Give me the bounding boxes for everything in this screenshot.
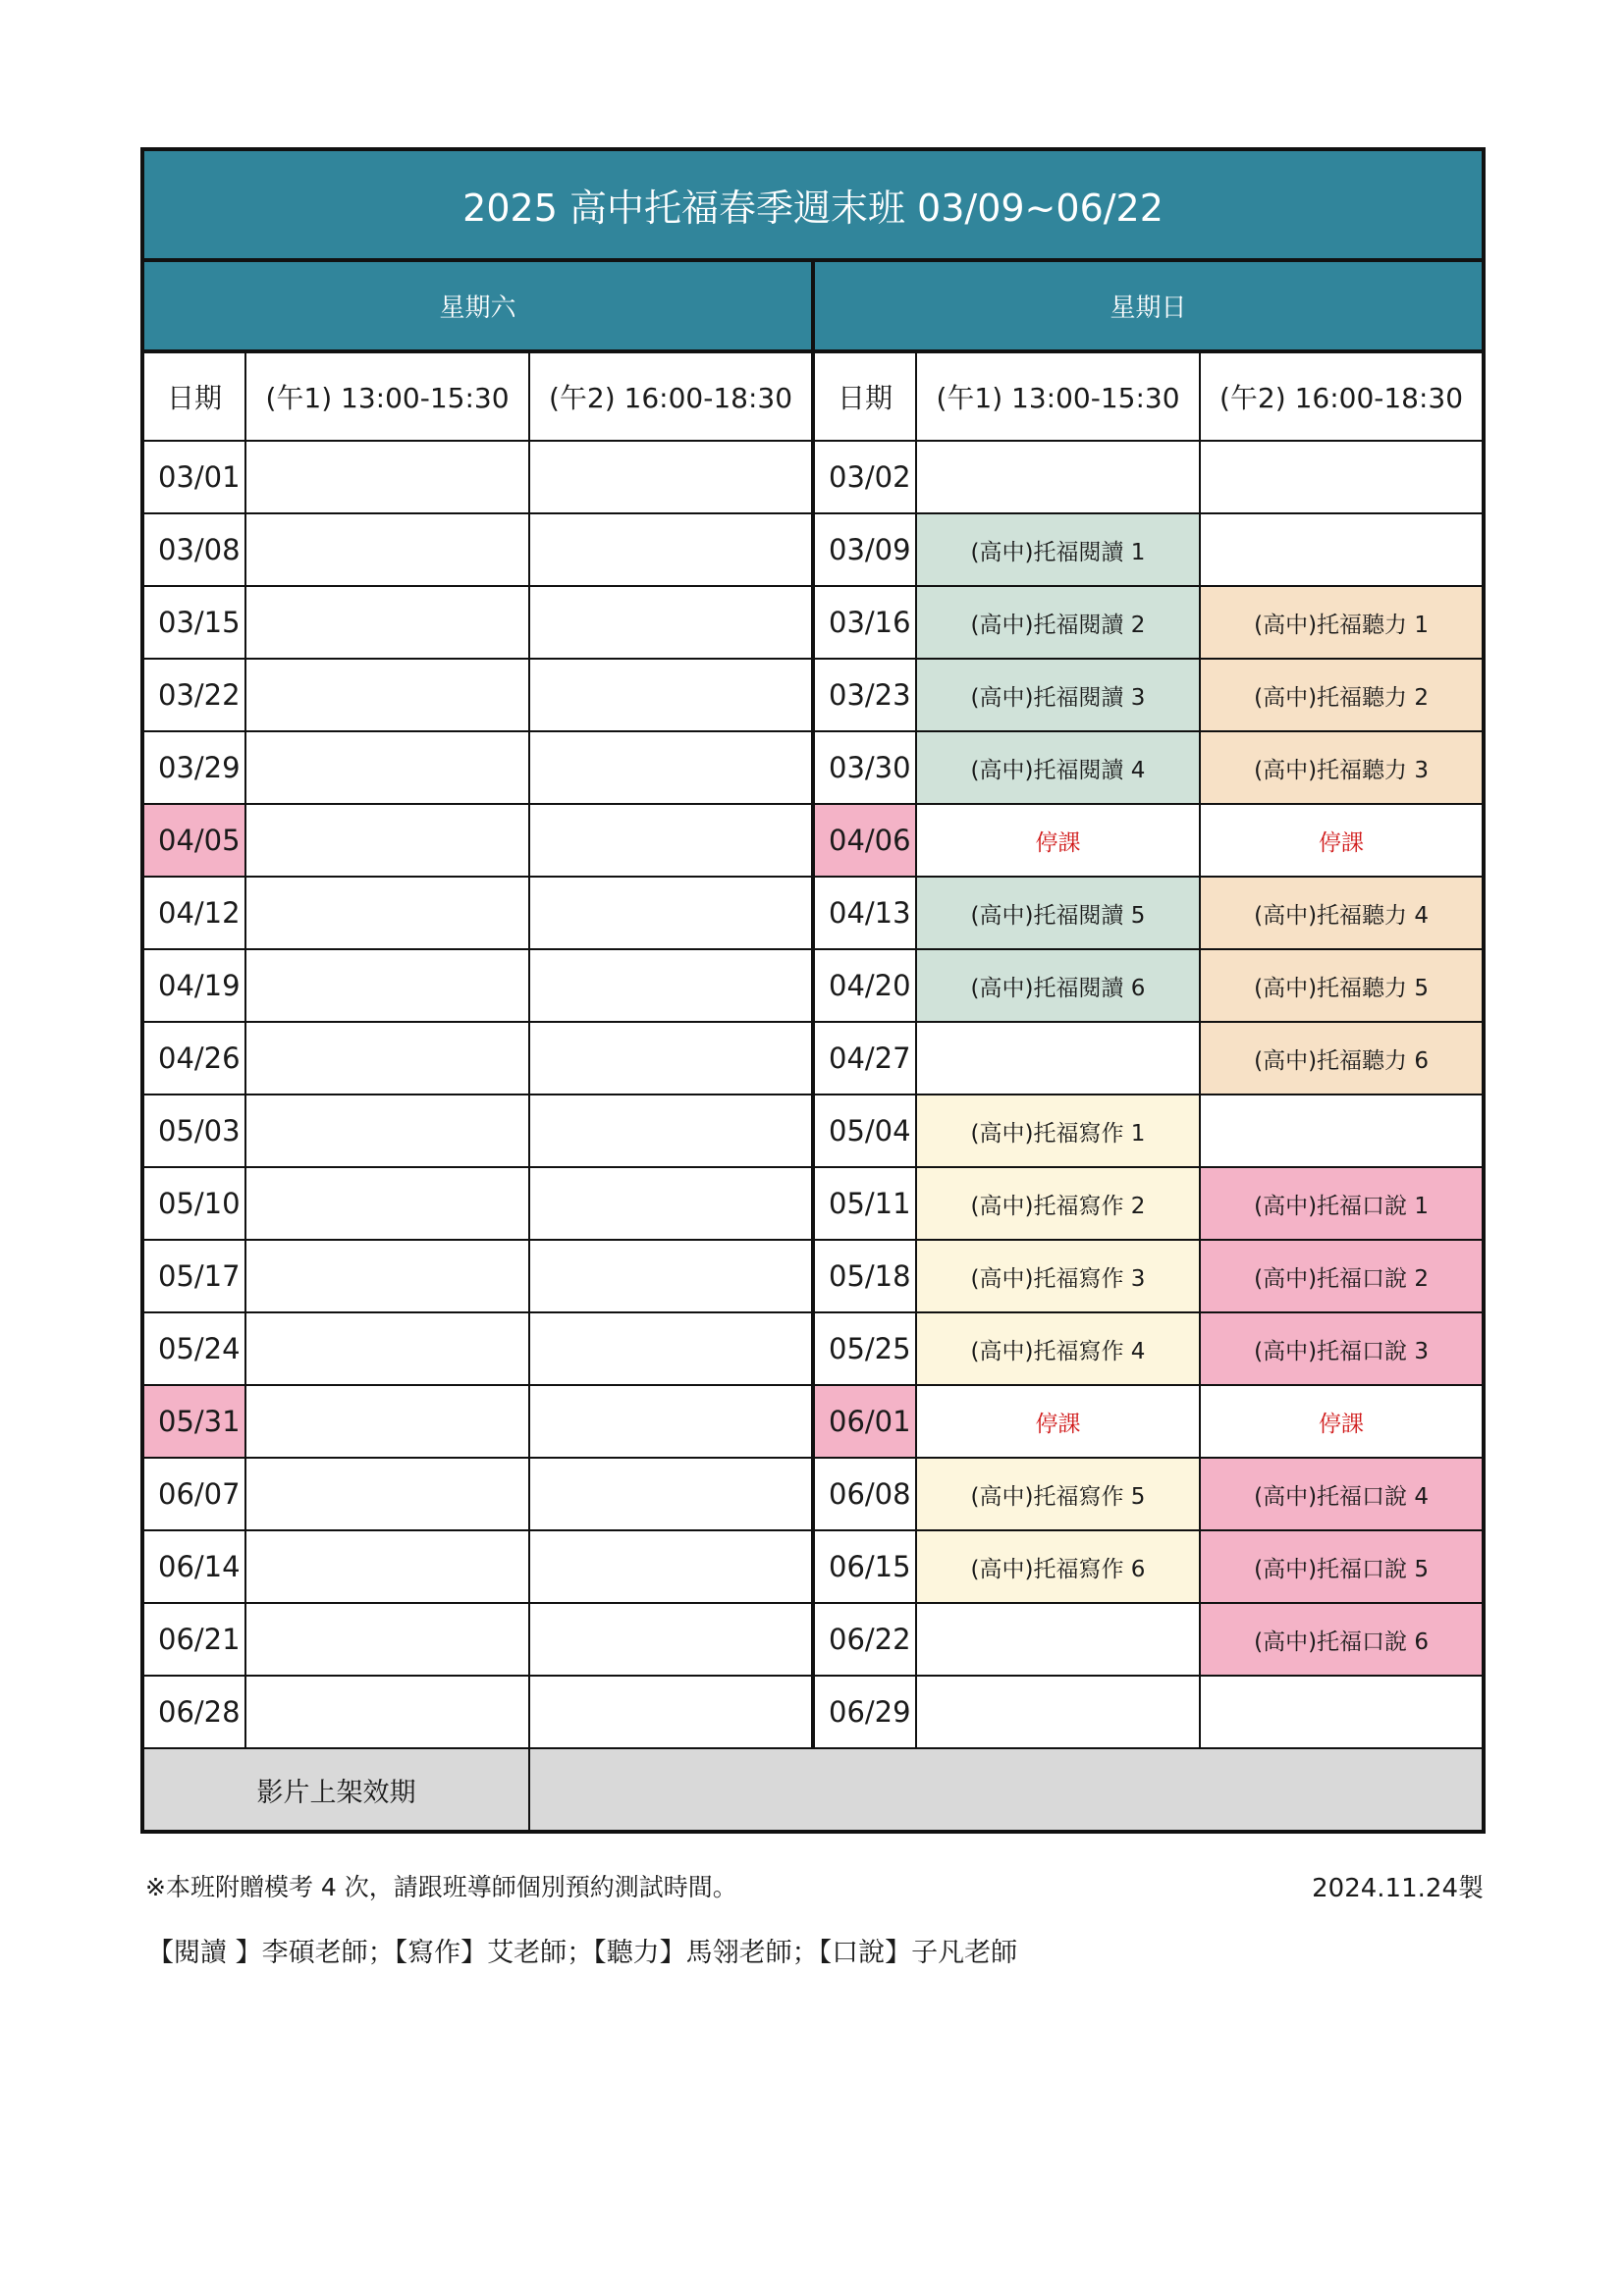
video-validity-value [529,1748,1484,1832]
sunday-slot2-class: 停課 [1200,1385,1484,1458]
saturday-slot1 [245,949,529,1022]
saturday-date: 04/26 [142,1022,245,1095]
schedule-row [142,513,1484,586]
saturday-slot1 [245,1095,529,1167]
sunday-slot1-class: (高中)托福寫作 1 [916,1095,1200,1167]
saturday-slot1 [245,1385,529,1458]
saturday-slot1 [245,513,529,586]
sunday-slot2-class [1200,441,1484,513]
mock-exam-note: ※本班附贈模考 4 次，請跟班導師個別預約測試時間。 [145,1873,737,1901]
saturday-slot1 [245,1530,529,1603]
sunday-slot1-class: (高中)托福寫作 6 [916,1530,1200,1603]
saturday-slot1 [245,1167,529,1240]
sunday-slot2-class: (高中)托福口說 1 [1200,1167,1484,1240]
schedule-row [142,1167,1484,1240]
sunday-date: 04/13 [813,877,916,949]
schedule-row [142,1312,1484,1385]
sunday-slot1-class: (高中)托福寫作 4 [916,1312,1200,1385]
saturday-slot2 [529,1385,813,1458]
made-date: 2024.11.24製 [1312,1874,1484,1903]
saturday-slot1 [245,1240,529,1312]
sunday-slot2-class: (高中)托福聽力 1 [1200,586,1484,659]
sunday-slot1-class [916,1676,1200,1748]
saturday-slot2 [529,659,813,731]
saturday-slot2 [529,949,813,1022]
saturday-slot2 [529,513,813,586]
schedule-row [142,804,1484,877]
schedule-row [142,1530,1484,1603]
sunday-slot1-class [916,1603,1200,1676]
sunday-date: 06/08 [813,1458,916,1530]
sunday-slot1-class: (高中)托福閱讀 4 [916,731,1200,804]
sunday-date: 06/22 [813,1603,916,1676]
sunday-header: 星期日 [813,260,1484,351]
sunday-slot1-class: (高中)托福閱讀 3 [916,659,1200,731]
saturday-date: 03/15 [142,586,245,659]
saturday-slot2 [529,1603,813,1676]
sunday-slot2-class: (高中)托福聽力 2 [1200,659,1484,731]
schedule-row [142,659,1484,731]
sunday-slot2-class: (高中)托福聽力 3 [1200,731,1484,804]
saturday-slot1 [245,659,529,731]
saturday-slot2 [529,731,813,804]
sunday-slot2-class: (高中)托福聽力 5 [1200,949,1484,1022]
sunday-slot1-class: (高中)托福寫作 5 [916,1458,1200,1530]
sunday-slot2-class: (高中)托福口說 2 [1200,1240,1484,1312]
saturday-date: 06/07 [142,1458,245,1530]
saturday-date: 06/21 [142,1603,245,1676]
sunday-date: 03/23 [813,659,916,731]
schedule-row [142,1022,1484,1095]
sat-date-col-header: 日期 [142,351,245,441]
saturday-slot1 [245,1312,529,1385]
page-title: 2025 高中托福春季週末班 03/09~06/22 [142,149,1484,260]
sunday-slot2-class: (高中)托福聽力 6 [1200,1022,1484,1095]
sun-slot2-col-header: (午2) 16:00-18:30 [1200,351,1484,441]
saturday-slot1 [245,1603,529,1676]
sunday-date: 04/06 [813,804,916,877]
saturday-slot2 [529,1022,813,1095]
sunday-date: 04/27 [813,1022,916,1095]
schedule-row [142,441,1484,513]
saturday-date: 05/24 [142,1312,245,1385]
saturday-slot1 [245,1022,529,1095]
sunday-date: 03/02 [813,441,916,513]
sunday-date: 06/29 [813,1676,916,1748]
sunday-slot2-class: (高中)托福口說 4 [1200,1458,1484,1530]
saturday-date: 03/01 [142,441,245,513]
saturday-slot1 [245,586,529,659]
sat-slot1-col-header: (午1) 13:00-15:30 [245,351,529,441]
schedule-row [142,949,1484,1022]
saturday-date: 05/03 [142,1095,245,1167]
saturday-date: 04/05 [142,804,245,877]
saturday-date: 05/17 [142,1240,245,1312]
schedule-row [142,1603,1484,1676]
saturday-slot1 [245,441,529,513]
sunday-slot1-class: (高中)托福閱讀 6 [916,949,1200,1022]
saturday-date: 03/29 [142,731,245,804]
teacher-list: 【閱讀 】李碩老師；【寫作】艾老師；【聽力】馬翎老師；【口說】子凡老師 [147,1938,1018,1968]
saturday-date: 03/22 [142,659,245,731]
saturday-date: 04/12 [142,877,245,949]
sunday-slot2-class [1200,513,1484,586]
sunday-slot1-class: (高中)托福閱讀 1 [916,513,1200,586]
saturday-date: 05/31 [142,1385,245,1458]
saturday-slot2 [529,1240,813,1312]
saturday-slot2 [529,1167,813,1240]
schedule-body [142,441,1484,1748]
sunday-slot1-class [916,1022,1200,1095]
saturday-date: 05/10 [142,1167,245,1240]
saturday-slot1 [245,877,529,949]
sunday-slot2-class: (高中)托福聽力 4 [1200,877,1484,949]
saturday-slot1 [245,731,529,804]
sunday-slot1-class: (高中)托福寫作 3 [916,1240,1200,1312]
sunday-slot1-class: 停課 [916,804,1200,877]
sunday-slot1-class: (高中)托福閱讀 2 [916,586,1200,659]
sunday-slot2-class [1200,1676,1484,1748]
sun-slot1-col-header: (午1) 13:00-15:30 [916,351,1200,441]
schedule-row [142,1676,1484,1748]
saturday-header: 星期六 [142,260,813,351]
sunday-date: 06/15 [813,1530,916,1603]
saturday-slot2 [529,1676,813,1748]
schedule-row [142,1458,1484,1530]
saturday-date: 06/28 [142,1676,245,1748]
sunday-date: 03/16 [813,586,916,659]
saturday-slot2 [529,804,813,877]
sunday-date: 04/20 [813,949,916,1022]
saturday-date: 06/14 [142,1530,245,1603]
sunday-slot1-class: (高中)托福閱讀 5 [916,877,1200,949]
sun-date-col-header: 日期 [813,351,916,441]
sunday-slot2-class: (高中)托福口說 6 [1200,1603,1484,1676]
sunday-date: 05/04 [813,1095,916,1167]
saturday-slot2 [529,441,813,513]
saturday-slot2 [529,877,813,949]
sat-slot2-col-header: (午2) 16:00-18:30 [529,351,813,441]
sunday-slot2-class: 停課 [1200,804,1484,877]
sunday-slot1-class [916,441,1200,513]
sunday-slot2-class: (高中)托福口說 5 [1200,1530,1484,1603]
schedule-row [142,1385,1484,1458]
saturday-slot1 [245,1458,529,1530]
saturday-slot2 [529,1458,813,1530]
sunday-date: 03/09 [813,513,916,586]
sunday-slot1-class: (高中)托福寫作 2 [916,1167,1200,1240]
sunday-date: 03/30 [813,731,916,804]
sunday-date: 05/25 [813,1312,916,1385]
schedule-row [142,1095,1484,1167]
schedule-row [142,731,1484,804]
sunday-slot2-class [1200,1095,1484,1167]
sunday-slot2-class: (高中)托福口說 3 [1200,1312,1484,1385]
sunday-date: 05/18 [813,1240,916,1312]
schedule-row [142,586,1484,659]
saturday-slot1 [245,804,529,877]
schedule-row [142,877,1484,949]
saturday-slot1 [245,1676,529,1748]
video-validity-label: 影片上架效期 [142,1748,529,1832]
saturday-slot2 [529,1530,813,1603]
saturday-slot2 [529,1312,813,1385]
saturday-date: 04/19 [142,949,245,1022]
saturday-slot2 [529,586,813,659]
saturday-slot2 [529,1095,813,1167]
schedule-row [142,1240,1484,1312]
sunday-date: 06/01 [813,1385,916,1458]
saturday-date: 03/08 [142,513,245,586]
sunday-date: 05/11 [813,1167,916,1240]
schedule-table [140,147,1486,1834]
sunday-slot1-class: 停課 [916,1385,1200,1458]
